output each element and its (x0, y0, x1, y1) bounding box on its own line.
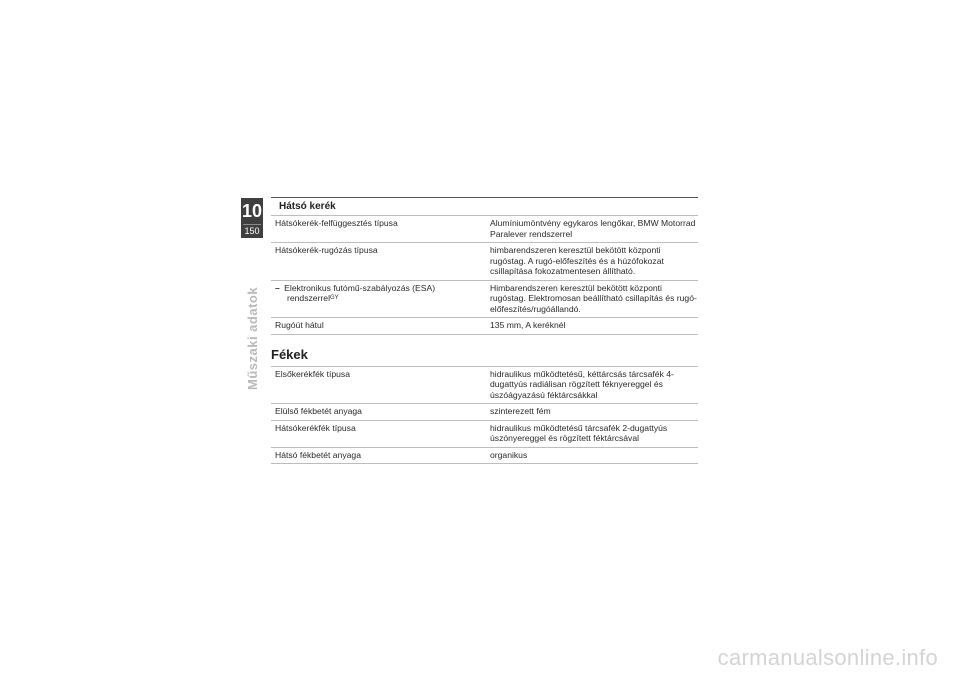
chapter-number: 10 (241, 201, 263, 221)
row-value: hidraulikus működtetésű tárcsafék 2-dugattyús úszónyereggel és rögzített féktárcsával (480, 420, 698, 447)
row-label: Elülső fékbetét anyaga (271, 404, 480, 421)
row-label: Hátsó fékbetét anyaga (271, 447, 480, 464)
option-superscript: GY (330, 295, 339, 301)
table-row (271, 216, 698, 243)
row-label: Elsőkerékfék típusa (271, 366, 480, 404)
table-row (271, 447, 698, 464)
watermark: carmanualsonline.info (717, 645, 938, 670)
row-label: Rugóút hátul (271, 318, 480, 335)
rear-wheel-header: Hátsó kerék (271, 197, 698, 215)
table-row (271, 404, 698, 421)
chapter-tab (241, 198, 263, 238)
row-value: Alumíniumöntvény egykaros lengőkar, BMW Motorrad Paralever rendszerrel (480, 216, 698, 243)
row-value: himbarendszeren keresztül bekötött központi rugóstag. A rugó-előfeszítés és a húzófokozat csillapítása fokozatmentesen állítható. (480, 243, 698, 281)
brakes-title: Fékek (271, 346, 308, 362)
page-number: 150 (244, 226, 260, 236)
rear-wheel-table (271, 215, 698, 335)
brakes-table (271, 366, 698, 465)
option-text: Elektronikus futómű-szabályozás (ESA) rendszerrel (284, 282, 436, 303)
row-label (271, 280, 480, 318)
table-row (271, 280, 698, 318)
table-row (271, 366, 698, 404)
row-value: szinterezett fém (480, 404, 698, 421)
table-row (271, 318, 698, 335)
row-value: organikus (480, 447, 698, 464)
table-row (271, 420, 698, 447)
sub-option (275, 283, 480, 304)
dash-marker: – (275, 282, 280, 293)
row-value: hidraulikus működtetésű, kéttárcsás tárcsafék 4-dugattyús radiálisan rögzített féknyereggel és úszóágyazású féktárcsákkal (480, 366, 698, 404)
row-value: 135 mm, A keréknél (480, 318, 698, 335)
side-title: Műszaki adatok (245, 286, 260, 390)
row-value: Himbarendszeren keresztül bekötött központi rugóstag. Elektromosan beállítható csillapítás és rugó-előfeszítés/rugóállandó. (480, 280, 698, 318)
row-label: Hátsókerék-felfüggesztés típusa (271, 216, 480, 243)
table-row (271, 243, 698, 281)
content (271, 197, 698, 464)
row-label: Hátsókerékfék típusa (271, 420, 480, 447)
row-label: Hátsókerék-rugózás típusa (271, 243, 480, 281)
